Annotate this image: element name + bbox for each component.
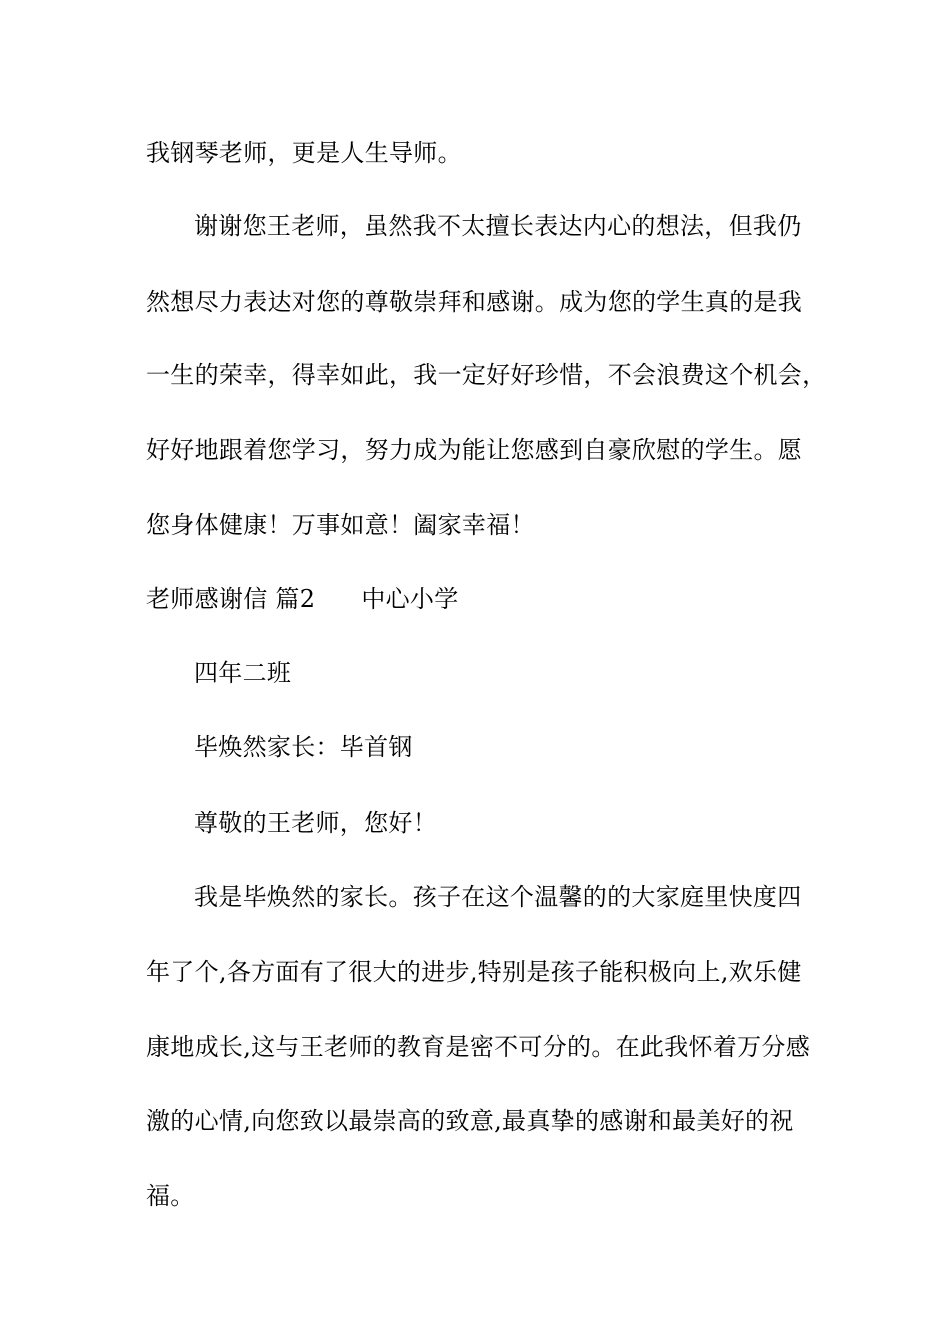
school-name: 中心小学	[361, 585, 459, 613]
body-line: 激的心情,向您致以最崇高的致意,最真挚的感谢和最美好的祝	[146, 1107, 794, 1135]
paragraph-line: 您身体健康！万事如意！阖家幸福！	[146, 511, 535, 539]
body-line: 我是毕焕然的家长。孩子在这个温馨的的大家庭里快度四	[194, 883, 802, 911]
body-line: 年了个,各方面有了很大的进步,特别是孩子能积极向上,欢乐健	[146, 958, 802, 986]
paragraph-line: 然想尽力表达对您的尊敬崇拜和感谢。成为您的学生真的是我	[146, 288, 803, 316]
greeting-line: 尊敬的王老师，您好！	[194, 809, 437, 837]
paragraph-line: 谢谢您王老师，虽然我不太擅长表达内心的想法，但我仍	[194, 212, 802, 240]
body-line: 福。	[146, 1182, 195, 1210]
signature-line: 毕焕然家长：毕首钢	[194, 733, 413, 761]
paragraph-line: 我钢琴老师，更是人生导师。	[146, 139, 462, 167]
body-line: 康地成长,这与王老师的教育是密不可分的。在此我怀着万分感	[146, 1033, 811, 1061]
paragraph-line: 一生的荣幸，得幸如此，我一定好好珍惜，不会浪费这个机会，	[146, 361, 827, 389]
class-name: 四年二班	[194, 659, 292, 687]
section-heading	[146, 583, 846, 615]
paragraph-line: 好好地跟着您学习，努力成为能让您感到自豪欣慰的学生。愿	[146, 436, 803, 464]
section-title: 老师感谢信 篇2	[146, 585, 316, 613]
